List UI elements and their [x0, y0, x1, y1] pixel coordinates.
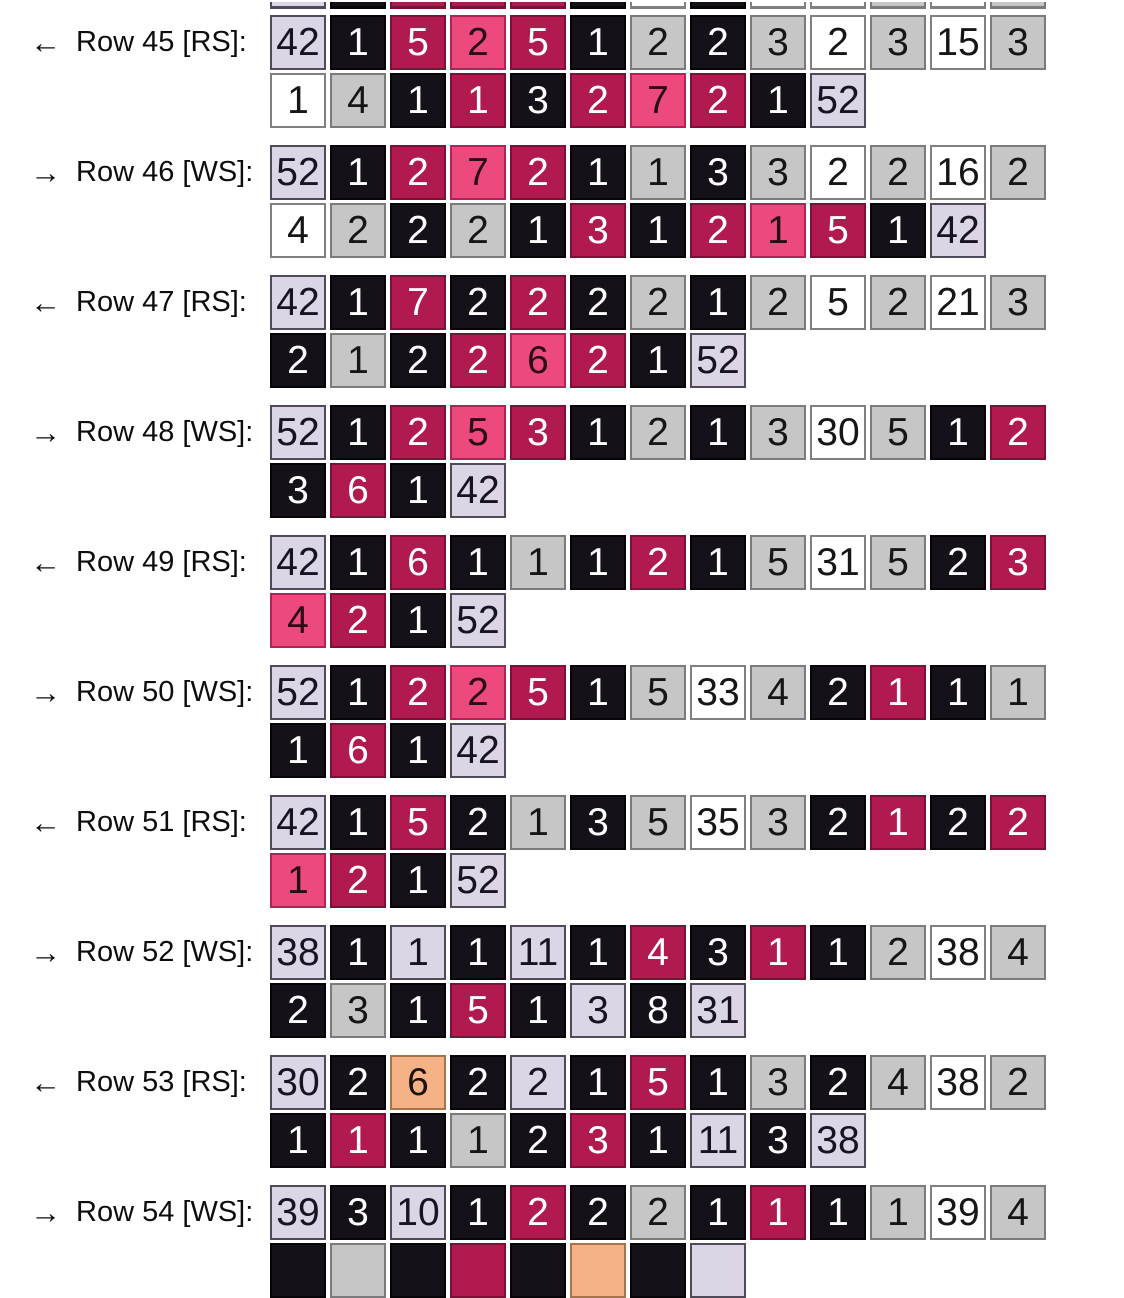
stitch-count-cell: 52	[810, 73, 866, 128]
stitch-count-cell: 3	[330, 1185, 386, 1240]
stitch-count-cell: 1	[870, 203, 926, 258]
top-cutoff-cell	[630, 2, 686, 9]
stitch-count-cell	[450, 1243, 506, 1298]
stitch-count-cell: 38	[810, 1113, 866, 1168]
stitch-count-cell: 52	[690, 333, 746, 388]
stitch-count-cell: 2	[570, 1185, 626, 1240]
stitch-count-cell: 42	[270, 795, 326, 850]
stitch-count-cell: 52	[450, 853, 506, 908]
stitch-count-cell: 4	[330, 73, 386, 128]
stitch-count-cell: 1	[870, 795, 926, 850]
stitch-count-cell: 5	[870, 535, 926, 590]
stitch-count-cell: 3	[690, 925, 746, 980]
stitch-count-cell: 3	[990, 535, 1046, 590]
stitch-count-cell: 4	[270, 593, 326, 648]
stitch-count-cell: 52	[270, 665, 326, 720]
stitch-count-cell: 1	[330, 15, 386, 70]
stitch-count-cell: 2	[330, 593, 386, 648]
stitch-count-cell: 30	[810, 405, 866, 460]
row-label-text: Row 49 [RS]:	[76, 546, 247, 578]
stitch-count-cell: 15	[930, 15, 986, 70]
row-label-text: Row 46 [WS]:	[76, 156, 254, 188]
stitch-count-cell: 1	[510, 983, 566, 1038]
stitch-count-cell: 3	[510, 405, 566, 460]
stitch-count-cell: 1	[390, 853, 446, 908]
stitch-count-cell: 38	[270, 925, 326, 980]
stitch-count-cell: 42	[930, 203, 986, 258]
stitch-count-cell: 52	[450, 593, 506, 648]
left-arrow-icon: ←	[30, 1065, 61, 1100]
top-cutoff-cell	[990, 2, 1046, 9]
stitch-count-cell: 1	[750, 925, 806, 980]
stitch-count-cell: 3	[870, 15, 926, 70]
stitch-count-cell: 38	[930, 925, 986, 980]
top-cutoff-cell	[390, 2, 446, 9]
stitch-count-cell: 2	[750, 275, 806, 330]
stitch-count-cell: 1	[390, 1113, 446, 1168]
stitch-count-cell: 2	[510, 1055, 566, 1110]
stitch-count-cell: 6	[330, 723, 386, 778]
stitch-count-cell: 1	[570, 925, 626, 980]
stitch-count-cell: 2	[630, 405, 686, 460]
stitch-count-cell: 1	[690, 1055, 746, 1110]
row-label	[30, 15, 247, 70]
stitch-count-cell: 4	[990, 1185, 1046, 1240]
stitch-count-cell: 38	[930, 1055, 986, 1110]
stitch-count-cell: 2	[690, 73, 746, 128]
stitch-count-cell: 2	[570, 333, 626, 388]
stitch-count-cell: 4	[750, 665, 806, 720]
stitch-count-cell: 5	[750, 535, 806, 590]
stitch-count-cell: 42	[270, 535, 326, 590]
stitch-count-cell: 2	[630, 535, 686, 590]
stitch-count-cell: 1	[750, 1185, 806, 1240]
stitch-count-cell: 2	[990, 405, 1046, 460]
stitch-count-cell: 3	[570, 795, 626, 850]
stitch-count-cell: 1	[390, 73, 446, 128]
stitch-count-cell	[270, 1243, 326, 1298]
stitch-count-cell: 6	[330, 463, 386, 518]
stitch-count-cell: 42	[450, 723, 506, 778]
row-label	[30, 405, 253, 460]
row-label	[30, 145, 253, 200]
stitch-count-cell: 1	[810, 925, 866, 980]
stitch-count-cell: 5	[630, 665, 686, 720]
stitch-count-cell: 3	[570, 1113, 626, 1168]
top-cutoff-cell	[510, 2, 566, 9]
stitch-count-cell: 2	[510, 275, 566, 330]
row-label	[30, 535, 247, 590]
stitch-count-cell: 8	[630, 983, 686, 1038]
stitch-count-cell	[510, 1243, 566, 1298]
stitch-count-cell: 5	[390, 795, 446, 850]
stitch-count-cell: 5	[870, 405, 926, 460]
row-label	[30, 795, 247, 850]
stitch-count-cell: 2	[690, 203, 746, 258]
stitch-count-cell: 1	[450, 73, 506, 128]
stitch-count-cell: 1	[330, 275, 386, 330]
stitch-count-cell: 3	[990, 15, 1046, 70]
left-arrow-icon: ←	[30, 805, 61, 840]
stitch-count-cell: 3	[750, 405, 806, 460]
stitch-count-cell: 35	[690, 795, 746, 850]
stitch-count-cell: 2	[810, 665, 866, 720]
stitch-count-cell: 21	[930, 275, 986, 330]
stitch-count-cell: 39	[930, 1185, 986, 1240]
top-cutoff-cell	[570, 2, 626, 9]
stitch-count-cell: 4	[870, 1055, 926, 1110]
stitch-count-cell: 7	[630, 73, 686, 128]
row-label-text: Row 48 [WS]:	[76, 416, 254, 448]
stitch-count-cell: 7	[390, 275, 446, 330]
stitch-count-cell: 3	[750, 1055, 806, 1110]
stitch-count-cell: 5	[450, 983, 506, 1038]
stitch-count-cell: 1	[450, 535, 506, 590]
row-label	[30, 275, 247, 330]
stitch-count-cell: 1	[330, 535, 386, 590]
stitch-count-cell: 1	[570, 145, 626, 200]
stitch-count-cell: 39	[270, 1185, 326, 1240]
stitch-count-cell: 1	[270, 723, 326, 778]
stitch-count-cell: 2	[810, 15, 866, 70]
stitch-count-cell: 1	[630, 1113, 686, 1168]
stitch-count-cell: 2	[930, 535, 986, 590]
stitch-count-cell	[390, 1243, 446, 1298]
stitch-count-cell: 6	[390, 1055, 446, 1110]
stitch-count-cell: 1	[690, 405, 746, 460]
stitch-count-cell: 3	[990, 275, 1046, 330]
row-label-text: Row 47 [RS]:	[76, 286, 247, 318]
stitch-count-cell: 2	[930, 795, 986, 850]
stitch-count-cell: 1	[450, 1185, 506, 1240]
top-cutoff-cell	[450, 2, 506, 9]
stitch-count-cell	[630, 1243, 686, 1298]
stitch-count-cell: 6	[390, 535, 446, 590]
stitch-count-cell: 5	[810, 203, 866, 258]
stitch-count-cell: 1	[690, 275, 746, 330]
stitch-count-cell: 2	[330, 853, 386, 908]
stitch-count-cell: 1	[330, 925, 386, 980]
stitch-count-cell: 2	[270, 333, 326, 388]
stitch-count-cell: 3	[750, 145, 806, 200]
stitch-count-cell: 6	[510, 333, 566, 388]
stitch-count-cell: 1	[390, 925, 446, 980]
left-arrow-icon: ←	[30, 25, 61, 60]
stitch-count-cell: 1	[270, 1113, 326, 1168]
stitch-count-cell: 2	[450, 275, 506, 330]
row-label	[30, 1185, 253, 1240]
stitch-count-cell: 2	[630, 275, 686, 330]
stitch-count-cell	[330, 1243, 386, 1298]
stitch-count-cell: 1	[810, 1185, 866, 1240]
stitch-count-cell: 1	[750, 203, 806, 258]
stitch-count-cell: 1	[390, 463, 446, 518]
stitch-count-cell: 1	[630, 145, 686, 200]
stitch-count-cell: 42	[270, 275, 326, 330]
stitch-count-cell: 2	[270, 983, 326, 1038]
stitch-count-cell: 5	[510, 15, 566, 70]
stitch-count-cell: 1	[390, 983, 446, 1038]
stitch-count-cell: 1	[570, 405, 626, 460]
right-arrow-icon: →	[30, 1195, 61, 1230]
stitch-count-cell: 1	[750, 73, 806, 128]
stitch-count-cell: 1	[330, 405, 386, 460]
stitch-count-cell: 3	[510, 73, 566, 128]
top-cutoff-cell	[870, 2, 926, 9]
stitch-count-cell: 2	[510, 1113, 566, 1168]
stitch-count-cell: 2	[990, 795, 1046, 850]
stitch-count-cell: 1	[870, 1185, 926, 1240]
stitch-count-cell: 2	[510, 1185, 566, 1240]
stitch-count-cell: 1	[870, 665, 926, 720]
stitch-count-cell: 5	[450, 405, 506, 460]
stitch-count-cell: 4	[270, 203, 326, 258]
stitch-count-cell: 31	[690, 983, 746, 1038]
stitch-count-cell: 10	[390, 1185, 446, 1240]
row-label	[30, 925, 253, 980]
stitch-count-cell: 2	[810, 1055, 866, 1110]
stitch-count-cell: 1	[510, 795, 566, 850]
stitch-count-cell: 1	[390, 723, 446, 778]
row-label-text: Row 50 [WS]:	[76, 676, 254, 708]
right-arrow-icon: →	[30, 415, 61, 450]
stitch-count-cell: 1	[570, 1055, 626, 1110]
stitch-count-cell: 3	[690, 145, 746, 200]
stitch-count-cell: 1	[570, 665, 626, 720]
stitch-count-cell: 1	[330, 665, 386, 720]
stitch-count-cell: 2	[390, 333, 446, 388]
stitch-count-cell: 2	[990, 1055, 1046, 1110]
stitch-count-cell: 1	[270, 853, 326, 908]
row-label-text: Row 54 [WS]:	[76, 1196, 254, 1228]
stitch-count-cell: 7	[450, 145, 506, 200]
right-arrow-icon: →	[30, 155, 61, 190]
stitch-count-cell: 1	[450, 1113, 506, 1168]
top-cutoff-cell	[270, 2, 326, 9]
stitch-count-cell: 2	[510, 145, 566, 200]
stitch-count-cell: 3	[750, 1113, 806, 1168]
stitch-count-cell: 2	[690, 15, 746, 70]
stitch-count-cell: 1	[330, 1113, 386, 1168]
stitch-count-cell: 42	[450, 463, 506, 518]
stitch-count-cell: 42	[270, 15, 326, 70]
stitch-count-cell: 2	[630, 15, 686, 70]
stitch-count-cell: 2	[390, 665, 446, 720]
stitch-count-cell: 2	[870, 275, 926, 330]
stitch-count-cell: 1	[330, 145, 386, 200]
stitch-count-cell: 2	[570, 73, 626, 128]
stitch-count-cell: 4	[990, 925, 1046, 980]
stitch-count-cell: 11	[510, 925, 566, 980]
stitch-count-cell: 52	[270, 405, 326, 460]
right-arrow-icon: →	[30, 675, 61, 710]
top-cutoff-cell	[930, 2, 986, 9]
stitch-count-cell: 30	[270, 1055, 326, 1110]
stitch-count-cell: 2	[450, 333, 506, 388]
stitch-count-cell: 2	[870, 145, 926, 200]
stitch-count-cell: 1	[630, 203, 686, 258]
stitch-count-cell: 5	[810, 275, 866, 330]
stitch-count-cell: 2	[450, 15, 506, 70]
stitch-count-cell: 11	[690, 1113, 746, 1168]
stitch-count-cell: 1	[690, 535, 746, 590]
stitch-count-cell: 1	[570, 15, 626, 70]
stitch-count-cell: 1	[570, 535, 626, 590]
row-label	[30, 665, 253, 720]
stitch-count-cell: 2	[810, 795, 866, 850]
stitch-count-cell: 3	[270, 463, 326, 518]
row-label-text: Row 53 [RS]:	[76, 1066, 247, 1098]
stitch-count-cell: 1	[390, 593, 446, 648]
top-cutoff-cell	[750, 2, 806, 9]
stitch-count-cell: 3	[750, 15, 806, 70]
stitch-count-cell: 1	[990, 665, 1046, 720]
stitch-count-cell: 2	[570, 275, 626, 330]
stitch-count-cell: 31	[810, 535, 866, 590]
stitch-count-cell: 3	[750, 795, 806, 850]
stitch-count-cell: 2	[450, 795, 506, 850]
stitch-count-cell: 1	[450, 925, 506, 980]
stitch-count-cell: 2	[390, 203, 446, 258]
stitch-count-cell: 2	[330, 1055, 386, 1110]
stitch-count-cell: 1	[690, 1185, 746, 1240]
top-cutoff-cell	[690, 2, 746, 9]
stitch-count-cell: 1	[630, 333, 686, 388]
row-label	[30, 1055, 247, 1110]
stitch-count-cell: 3	[570, 203, 626, 258]
stitch-count-cell	[690, 1243, 746, 1298]
stitch-count-cell: 2	[390, 405, 446, 460]
left-arrow-icon: ←	[30, 545, 61, 580]
right-arrow-icon: →	[30, 935, 61, 970]
stitch-count-cell: 1	[330, 795, 386, 850]
stitch-count-cell: 33	[690, 665, 746, 720]
stitch-count-cell: 2	[990, 145, 1046, 200]
stitch-count-cell: 5	[510, 665, 566, 720]
stitch-count-cell: 16	[930, 145, 986, 200]
stitch-count-cell	[570, 1243, 626, 1298]
stitch-count-cell: 4	[630, 925, 686, 980]
stitch-count-cell: 2	[810, 145, 866, 200]
top-cutoff-cell	[330, 2, 386, 9]
stitch-count-cell: 52	[270, 145, 326, 200]
stitch-count-cell: 2	[450, 203, 506, 258]
stitch-count-cell: 5	[390, 15, 446, 70]
stitch-count-cell: 1	[330, 333, 386, 388]
stitch-count-cell: 2	[390, 145, 446, 200]
stitch-count-cell: 1	[930, 665, 986, 720]
stitch-count-cell: 3	[330, 983, 386, 1038]
stitch-count-cell: 1	[510, 535, 566, 590]
stitch-count-cell: 2	[630, 1185, 686, 1240]
row-label-text: Row 51 [RS]:	[76, 806, 247, 838]
stitch-count-cell: 3	[570, 983, 626, 1038]
stitch-count-cell: 1	[510, 203, 566, 258]
stitch-count-cell: 2	[450, 1055, 506, 1110]
stitch-count-cell: 2	[330, 203, 386, 258]
stitch-count-cell: 5	[630, 795, 686, 850]
stitch-count-cell: 1	[930, 405, 986, 460]
top-cutoff-cell	[810, 2, 866, 9]
stitch-count-cell: 1	[270, 73, 326, 128]
stitch-count-cell: 2	[870, 925, 926, 980]
stitch-count-cell: 2	[450, 665, 506, 720]
row-label-text: Row 52 [WS]:	[76, 936, 254, 968]
row-label-text: Row 45 [RS]:	[76, 26, 247, 58]
stitch-count-cell: 5	[630, 1055, 686, 1110]
left-arrow-icon: ←	[30, 285, 61, 320]
